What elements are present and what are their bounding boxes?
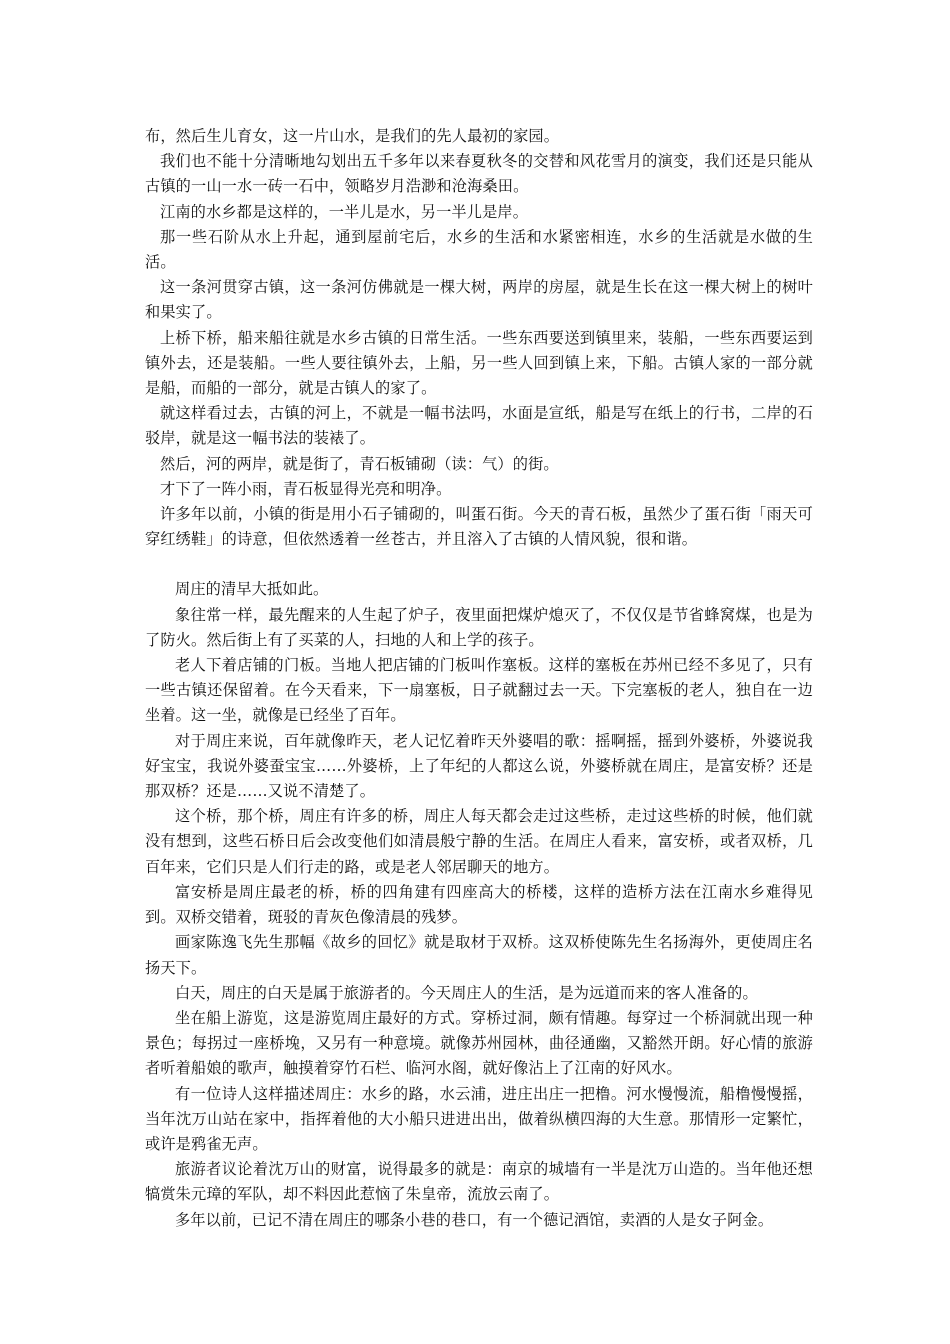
paragraph: 白天，周庄的白天是属于旅游者的。今天周庄人的生活，是为远道而来的客人准备的。: [175, 983, 758, 1002]
paragraph: 坐在船上游览，这是游览周庄最好的方式。穿桥过洞，颇有情趣。每穿过一个桥洞就出现一种景色；每拐过一座桥堍，又另有一种意境。就像苏州园林，曲径通幽，又豁然开朗。好心情的旅游者听着船娘的歌声，触摸着穿竹石栏、临河水阁，就好像沾上了江南的好风水。: [145, 1008, 813, 1078]
paragraph: 象往常一样，最先醒来的人生起了炉子，夜里面把煤炉熄灭了，不仅仅是节省蜂窝煤，也是为了防火。然后街上有了买菜的人，扫地的人和上学的孩子。: [145, 605, 813, 649]
paragraph: 就这样看过去，古镇的河上，不就是一幅书法吗，水面是宣纸，船是写在纸上的行书，二岸的石驳岸，就是这一幅书法的装裱了。: [145, 404, 813, 448]
paragraph: 老人下着店铺的门板。当地人把店铺的门板叫作塞板。这样的塞板在苏州已经不多见了，只有一些古镇还保留着。在今天看来，下一扇塞板，日子就翻过去一天。下完塞板的老人，独自在一边坐着。这一坐，就像是已经坐了百年。: [145, 656, 813, 725]
section-1: [145, 124, 813, 552]
paragraph: 多年以前，已记不清在周庄的哪条小巷的巷口，有一个德记酒馆，卖酒的人是女子阿金。: [175, 1210, 774, 1229]
paragraph: 对于周庄来说，百年就像昨天，老人记忆着昨天外婆唱的歌：摇啊摇，摇到外婆桥，外婆说我好宝宝，我说外婆蚕宝宝……外婆桥，上了年纪的人都这么说，外婆桥就在周庄，是富安桥？还是那双桥？还是……又说不清楚了。: [145, 731, 813, 801]
section-gap: [145, 552, 813, 577]
paragraph: 布，然后生儿育女，这一片山水，是我们的先人最初的家园。: [145, 127, 560, 145]
paragraph: 上桥下桥，船来船往就是水乡古镇的日常生活。一些东西要送到镇里来，装船，一些东西要运到镇外去，还是装船。一些人要往镇外去，上船，另一些人回到镇上来，下船。古镇人家的一部分就是船，而船的一部分，就是古镇人的家了。: [145, 328, 813, 398]
section-2: [145, 577, 813, 1232]
paragraph: 我们也不能十分清晰地勾划出五千多年以来春夏秋冬的交替和风花雪月的演变，我们还是只能从古镇的一山一水一砖一石中，领略岁月浩渺和沧海桑田。: [145, 152, 813, 196]
paragraph: 然后，河的两岸，就是街了，青石板铺砌（读：气）的街。: [160, 454, 559, 473]
paragraph: 那一些石阶从水上升起，通到屋前宅后，水乡的生活和水紧密相连，水乡的生活就是水做的生活。: [145, 227, 813, 272]
paragraph: 许多年以前，小镇的街是用小石子铺砌的，叫蛋石街。今天的青石板，虽然少了蛋石街「雨天可穿红绣鞋」的诗意，但依然透着一丝苍古，并且溶入了古镇的人情风貌，很和谐。: [145, 505, 813, 549]
paragraph: 画家陈逸飞先生那幅《故乡的回忆》就是取材于双桥。这双桥使陈先生名扬海外，更使周庄名扬天下。: [145, 933, 813, 977]
paragraph: 有一位诗人这样描述周庄：水乡的路，水云浦，进庄出庄一把橹。河水慢慢流，船橹慢慢摇，当年沈万山站在家中，指挥着他的大小船只进进出出，做着纵横四海的大生意。那情形一定繁忙，或许是鸦雀无声。: [145, 1084, 813, 1153]
paragraph: 江南的水乡都是这样的，一半儿是水，另一半儿是岸。: [160, 202, 529, 221]
paragraph: 周庄的清早大抵如此。: [175, 580, 329, 599]
paragraph: 富安桥是周庄最老的桥，桥的四角建有四座高大的桥楼，这样的造桥方法在江南水乡难得见到。双桥交错着，斑驳的青灰色像清晨的残梦。: [145, 882, 813, 927]
document-page: [145, 124, 813, 1233]
paragraph: 才下了一阵小雨，青石板显得光亮和明净。: [160, 479, 452, 498]
paragraph: 旅游者议论着沈万山的财富，说得最多的就是：南京的城墙有一半是沈万山造的。当年他还想犒赏朱元璋的军队，却不料因此惹恼了朱皇帝，流放云南了。: [145, 1160, 813, 1204]
paragraph: 这个桥，那个桥，周庄有许多的桥，周庄人每天都会走过这些桥，走过这些桥的时候，他们就没有想到，这些石桥日后会改变他们如清晨般宁静的生活。在周庄人看来，富安桥，或者双桥，几百年来，它们只是人们行走的路，或是老人邻居聊天的地方。: [145, 807, 813, 876]
paragraph: 这一条河贯穿古镇，这一条河仿佛就是一棵大树，两岸的房屋，就是生长在这一棵大树上的树叶和果实了。: [145, 278, 813, 322]
